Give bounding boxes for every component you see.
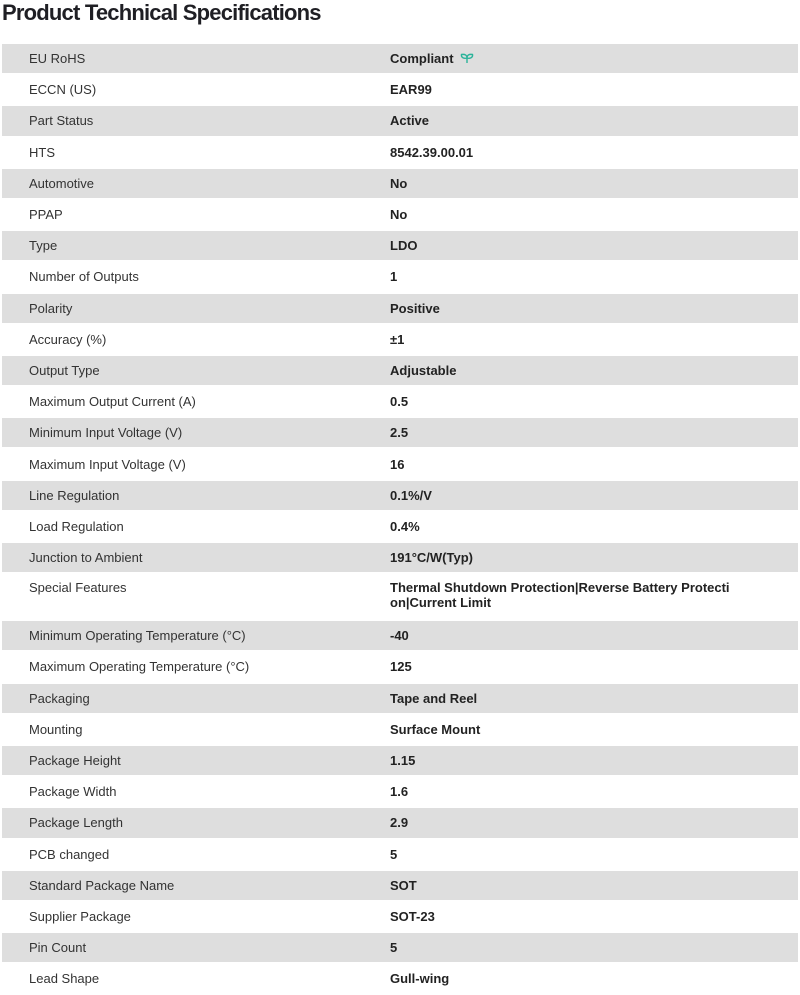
spec-value — [390, 847, 760, 862]
spec-label: Type — [29, 238, 58, 254]
spec-label: Package Length — [29, 815, 123, 831]
spec-value — [390, 332, 760, 347]
spec-value — [390, 394, 760, 409]
spec-value — [390, 301, 760, 316]
spec-value-text: -40 — [390, 628, 409, 644]
spec-label: Lead Shape — [29, 971, 100, 987]
spec-label: Special Features — [29, 580, 127, 596]
spec-row — [2, 807, 798, 838]
spec-value — [390, 51, 760, 67]
spec-row — [2, 651, 798, 682]
spec-label: PPAP — [29, 207, 63, 223]
spec-label: Junction to Ambient — [29, 550, 143, 566]
spec-value — [390, 878, 760, 893]
spec-value-text: Positive — [390, 300, 440, 316]
spec-value — [390, 580, 760, 610]
spec-row — [2, 105, 798, 136]
spec-label: Accuracy (%) — [29, 331, 107, 347]
spec-label: Part Status — [29, 113, 94, 129]
spec-row — [2, 324, 798, 355]
spec-value-text: Adjustable — [390, 362, 457, 378]
spec-row — [2, 901, 798, 932]
spec-label: Package Width — [29, 784, 117, 800]
spec-row — [2, 511, 798, 542]
spec-row — [2, 870, 798, 901]
spec-label: Minimum Input Voltage (V) — [29, 425, 183, 441]
spec-value-text: 1 — [390, 269, 398, 285]
spec-value — [390, 425, 760, 440]
spec-label: Number of Outputs — [29, 269, 139, 285]
spec-value-text: ±1 — [390, 331, 405, 347]
spec-label: ECCN (US) — [29, 82, 97, 98]
spec-table — [2, 43, 798, 994]
spec-value — [390, 82, 760, 97]
spec-value-text: 1.6 — [390, 784, 409, 800]
spec-row — [2, 355, 798, 386]
page-title: Product Technical Specifications — [2, 0, 321, 25]
spec-value-text: Compliant — [390, 50, 454, 66]
spec-value-text: 8542.39.00.01 — [390, 144, 474, 160]
spec-label: Mounting — [29, 721, 83, 737]
spec-label: Line Regulation — [29, 487, 120, 503]
spec-row — [2, 230, 798, 261]
spec-value — [390, 784, 760, 799]
spec-value — [390, 909, 760, 924]
spec-value — [390, 659, 760, 674]
spec-row — [2, 932, 798, 963]
spec-value — [390, 519, 760, 534]
spec-value — [390, 145, 760, 160]
spec-label: Load Regulation — [29, 518, 124, 534]
spec-value — [390, 940, 760, 955]
spec-value — [390, 238, 760, 253]
spec-value-text: 5 — [390, 940, 398, 956]
spec-row — [2, 683, 798, 714]
spec-value-text: SOT — [390, 877, 417, 893]
spec-value-text: 16 — [390, 456, 405, 472]
spec-row — [2, 963, 798, 994]
spec-value — [390, 113, 760, 128]
spec-label: Output Type — [29, 362, 100, 378]
spec-row — [2, 480, 798, 511]
spec-value-text: 191°C/W(Typ) — [390, 550, 473, 566]
spec-label: Minimum Operating Temperature (°C) — [29, 628, 246, 644]
spec-row — [2, 168, 798, 199]
spec-label: Package Height — [29, 753, 121, 769]
spec-value — [390, 753, 760, 768]
spec-value-text: 0.1%/V — [390, 487, 432, 503]
spec-row — [2, 293, 798, 324]
spec-label: Polarity — [29, 300, 73, 316]
spec-value-text: Thermal Shutdown Protection|Reverse Battery Protecti on|Current Limit — [390, 580, 730, 611]
spec-row — [2, 542, 798, 573]
spec-value — [390, 488, 760, 503]
spec-value — [390, 722, 760, 737]
spec-row — [2, 776, 798, 807]
spec-value — [390, 176, 760, 191]
spec-value-text: 0.4% — [390, 518, 420, 534]
spec-value-text: 1.15 — [390, 753, 416, 769]
spec-value-text: 0.5 — [390, 394, 409, 410]
spec-value — [390, 971, 760, 986]
spec-value-text: SOT-23 — [390, 908, 435, 924]
spec-value — [390, 628, 760, 643]
spec-row — [2, 573, 798, 620]
spec-value-text: 2.5 — [390, 425, 409, 441]
spec-row — [2, 620, 798, 651]
spec-label: Supplier Package — [29, 908, 131, 924]
spec-value — [390, 269, 760, 284]
spec-value-text: No — [390, 175, 408, 191]
leaf-icon — [460, 52, 474, 67]
spec-value-text: 125 — [390, 659, 412, 675]
spec-label: Maximum Output Current (A) — [29, 394, 196, 410]
spec-value-text: Active — [390, 113, 430, 129]
spec-value — [390, 457, 760, 472]
spec-row — [2, 261, 798, 292]
spec-label: Standard Package Name — [29, 877, 175, 893]
spec-label: PCB changed — [29, 846, 110, 862]
spec-label: EU RoHS — [29, 51, 86, 67]
spec-value-text: 5 — [390, 846, 398, 862]
spec-row — [2, 745, 798, 776]
spec-row — [2, 714, 798, 745]
spec-label: Maximum Operating Temperature (°C) — [29, 659, 250, 675]
spec-label: Packaging — [29, 690, 90, 706]
spec-label: Automotive — [29, 175, 95, 191]
spec-row — [2, 43, 798, 74]
spec-row — [2, 74, 798, 105]
spec-label: HTS — [29, 144, 55, 160]
spec-row — [2, 199, 798, 230]
spec-row — [2, 386, 798, 417]
spec-value-text: Tape and Reel — [390, 690, 478, 706]
spec-row — [2, 839, 798, 870]
spec-value-text: LDO — [390, 238, 418, 254]
spec-value-text: 2.9 — [390, 815, 409, 831]
spec-value — [390, 815, 760, 830]
spec-value — [390, 691, 760, 706]
spec-label: Pin Count — [29, 940, 87, 956]
spec-row — [2, 417, 798, 448]
spec-value-text: No — [390, 207, 408, 223]
spec-label: Maximum Input Voltage (V) — [29, 456, 186, 472]
spec-value — [390, 207, 760, 222]
spec-row — [2, 137, 798, 168]
spec-value-text: EAR99 — [390, 82, 432, 98]
spec-row — [2, 448, 798, 479]
spec-value-text: Gull-wing — [390, 971, 450, 987]
spec-value-text: Surface Mount — [390, 721, 481, 737]
spec-value — [390, 363, 760, 378]
spec-value — [390, 550, 760, 565]
